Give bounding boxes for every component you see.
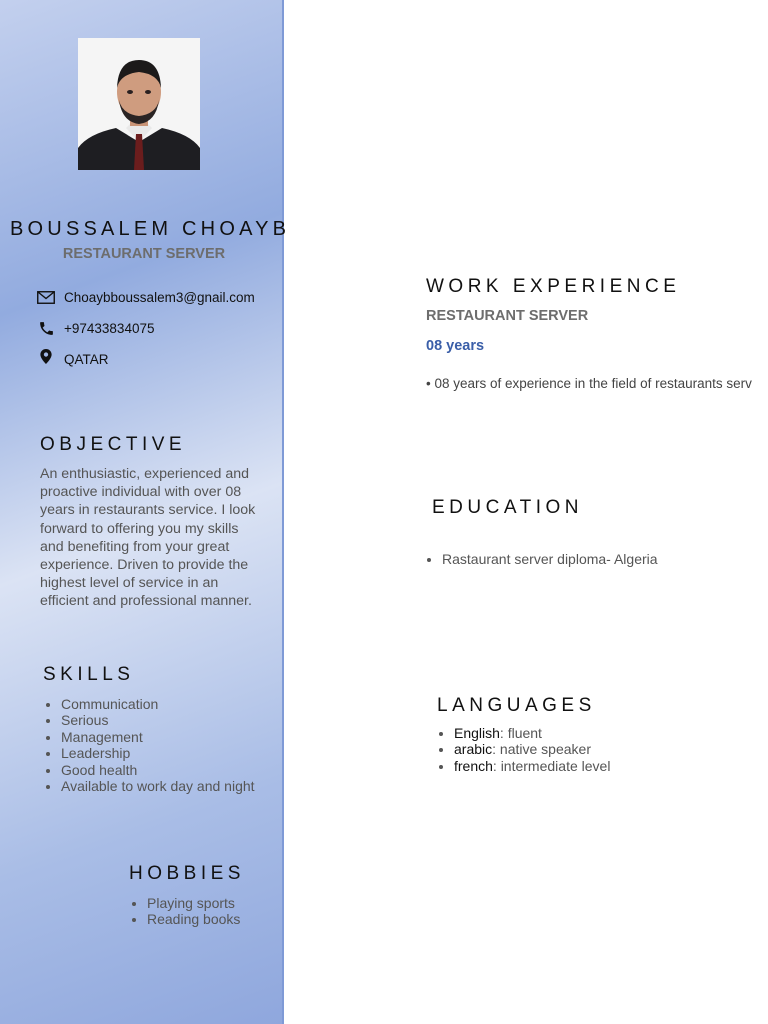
candidate-title: RESTAURANT SERVER [62,246,226,262]
contact-location [36,349,109,369]
language-level: : fluent [499,725,542,741]
skill-item: • Communication [61,696,261,712]
hobbies-heading: HOBBIES [129,863,245,884]
profile-photo [78,38,200,170]
map-pin-icon [36,349,56,364]
envelope-icon [36,291,56,304]
education-heading: EDUCATION [432,497,583,518]
work-experience-heading: WORK EXPERIENCE [426,276,681,297]
skills-list [43,696,261,794]
contact-email [36,287,255,307]
objective-heading: OBJECTIVE [40,434,187,455]
language-level: : intermediate level [492,757,611,774]
languages-list [436,725,610,774]
skill-item: • Serious [61,712,261,728]
contact-phone [36,318,154,338]
objective-text: An enthusiastic, experienced and proactive individual with over 08 years in restaurants service. I look forward to offering you my skills and benefiting from your great experience. Driven to provide the highest level of service in an efficient and professional manner. [40,466,256,610]
hobby-item: • Reading books [147,911,297,927]
hobby-item: • Playing sports [147,895,297,911]
skill-item: • Available to work day and night [61,778,261,794]
work-description: • 08 years of experience in the field of restaurants serv [426,376,752,391]
location-text: QATAR [64,351,109,367]
work-duration: 08 years [426,338,485,354]
skill-item: • Good health [61,762,261,778]
language-name: french [454,757,493,774]
phone-icon [36,320,56,337]
skill-item: • Management [61,729,261,745]
work-role: RESTAURANT SERVER [426,308,589,324]
skill-item: • Leadership [61,745,261,761]
hobbies-list [129,895,297,928]
candidate-name: BOUSSALEM CHOAYB [10,218,291,240]
language-name: arabic [454,741,493,758]
language-item [454,758,610,774]
education-list [424,551,658,567]
education-item: • Rastaurant server diploma- Algeria [442,551,658,567]
skills-heading: SKILLS [43,664,135,685]
language-item [454,725,610,741]
language-level: : native speaker [492,741,591,758]
email-text: Choaybboussalem3@gnail.com [64,289,255,305]
phone-text: +97433834075 [64,320,155,336]
languages-heading: LANGUAGES [437,695,596,716]
language-name: English [454,725,500,741]
language-item [454,741,610,757]
